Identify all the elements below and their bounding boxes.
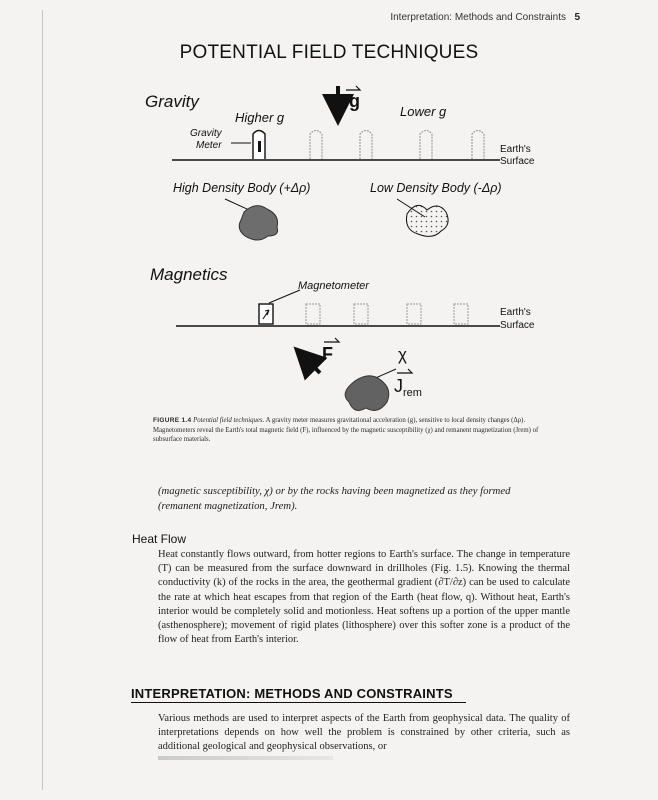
- magnetometer-icon: [306, 304, 320, 324]
- high-density-label: High Density Body (+Δρ): [173, 181, 311, 195]
- magnetic-field-label: F: [322, 344, 333, 364]
- page-margin-line: [42, 10, 43, 790]
- gravity-meter-icon: [360, 131, 372, 160]
- interpretation-heading: INTERPRETATION: METHODS AND CONSTRAINTS: [131, 686, 453, 701]
- gravity-meter-label-2: Meter: [196, 140, 222, 151]
- susceptibility-symbol: χ: [398, 345, 407, 364]
- continued-paragraph: (magnetic susceptibility, χ) or by the rocks having been magnetized as they formed (remanent magnetization, Jrem).: [158, 485, 511, 512]
- gravity-surface-label-2: Surface: [500, 156, 535, 167]
- remanent-magnetization-symbol: $J_{rem}$: [394, 376, 422, 399]
- gravity-meter-icon: [472, 131, 484, 160]
- magnetometer-icon: [354, 304, 368, 324]
- gravity-label: Gravity: [145, 92, 199, 111]
- higher-g-label: Higher g: [235, 110, 285, 125]
- gravity-vector-label: g: [349, 91, 360, 111]
- magnetometer-label: Magnetometer: [298, 280, 369, 292]
- gravity-surface-label-1: Earth's: [500, 144, 531, 155]
- page-number: 5: [574, 12, 580, 23]
- gravity-meter-icon: [310, 131, 322, 160]
- heat-flow-paragraph: Heat constantly flows outward, from hotter regions to Earth's surface. The change in temperature (T) can be measured from the surface downward in drillholes (Fig. 1.5). Knowing the thermal conductivity (k) of the rocks in the area, the geothermal gradient (∂T/∂z) can be used to calculate the rate at which heat escapes from that region of the Earth (heat flow, q). Without heat, Earth's interior would be completely solid and motionless. Heat softens up a portion of the upper mantle (asthenosphere); movement of rigid plates (lithosphere) over this softer zone is a product of the flow of heat from Earth's interior.: [158, 549, 570, 646]
- faded-final-line: [158, 756, 333, 760]
- figure-title: POTENTIAL FIELD TECHNIQUES: [179, 42, 479, 63]
- high-density-body: [239, 206, 277, 240]
- magnetics-surface-label-2: Surface: [500, 320, 535, 331]
- low-density-label: Low Density Body (-Δρ): [370, 181, 502, 195]
- running-head: Interpretation: Methods and Constraints: [390, 12, 566, 23]
- gravity-meter-label-1: Gravity: [190, 128, 222, 139]
- gravity-meters: [253, 131, 484, 160]
- heat-flow-heading: Heat Flow: [132, 532, 187, 546]
- lower-g-label: Lower g: [400, 104, 447, 119]
- gravity-meter-icon: [420, 131, 432, 160]
- magnetics-label: Magnetics: [150, 265, 228, 284]
- magnetometer-icon: [454, 304, 468, 324]
- magnetic-field-arrow: [302, 355, 320, 373]
- section-rule: [131, 702, 466, 703]
- interpretation-paragraph: Various methods are used to interpret aspects of the Earth from geophysical data. The quality of interpretations depends on how well the problem is constrained by other criteria, such as additional geological and geophysical observations, or: [158, 713, 570, 753]
- magnetics-surface-label-1: Earth's: [500, 307, 531, 318]
- potential-field-diagram: [120, 80, 540, 420]
- magnetometers: [259, 304, 468, 324]
- low-density-body: [406, 205, 448, 236]
- figure-caption: FIGURE 1.4 Potential field techniques. A gravity meter measures gravitational acceleration (g), sensitive to local density changes (Δρ). Magnetometers reveal the Earth's total magnetic field (F), influenced by the magnetic susceptibility (χ) and remanent magnetization (Jrem) of subsurface materials.: [153, 417, 539, 444]
- magnetized-body: [345, 376, 389, 411]
- magnetometer-icon: [407, 304, 421, 324]
